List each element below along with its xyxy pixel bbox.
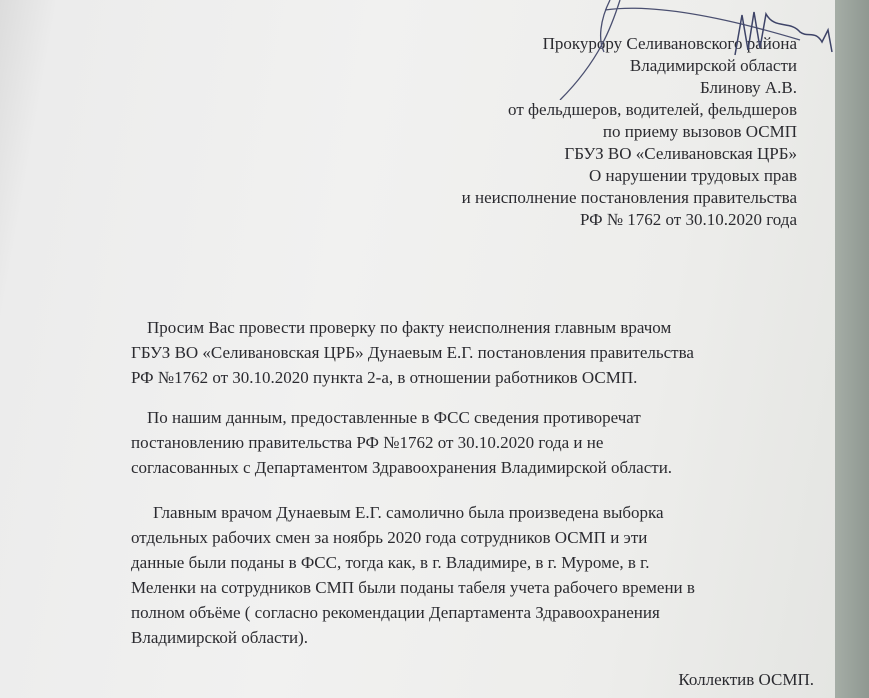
body-line: РФ №1762 от 30.10.2020 пункта 2-а, в отношении работников ОСМП. <box>131 368 638 387</box>
body-line: согласованных с Департаментом Здравоохранения Владимирской области. <box>131 458 673 477</box>
body-line: постановлению правительства РФ №1762 от 30.10.2020 года и не <box>131 433 604 452</box>
body-line: данные были поданы в ФСС, тогда как, в г. Владимире, в г. Муроме, в г. <box>131 553 650 572</box>
header-line: Блинову А.В. <box>699 78 797 97</box>
body-line: ГБУЗ ВО «Селивановская ЦРБ» Дунаевым Е.Г. постановления правительства <box>131 343 694 362</box>
body-line: Меленки на сотрудников СМП были поданы табеля учета рабочего времени в <box>131 578 695 597</box>
body-line: Просим Вас провести проверку по факту неисполнения главным врачом <box>147 318 672 337</box>
signature-line: Коллектив ОСМП. <box>678 670 814 689</box>
body-line: Владимирской области). <box>131 628 308 647</box>
body-line: полном объёме ( согласно рекомендации Департамента Здравоохранения <box>131 603 660 622</box>
header-line: ГБУЗ ВО «Селивановская ЦРБ» <box>564 144 797 163</box>
subject-line: О нарушении трудовых прав <box>589 166 797 185</box>
header-line: от фельдшеров, водителей, фельдшеров <box>508 100 797 119</box>
body-line: Главным врачом Дунаевым Е.Г. самолично была произведена выборка <box>153 503 664 522</box>
subject-line: и неисполнение постановления правительства <box>461 188 797 207</box>
header-line: по приему вызовов ОСМП <box>602 122 797 141</box>
subject-line: РФ № 1762 от 30.10.2020 года <box>579 210 797 229</box>
header-line: Прокурору Селивановского района <box>542 34 797 53</box>
header-line: Владимирской области <box>629 56 797 75</box>
body-line: По нашим данным, предоставленные в ФСС сведения противоречат <box>147 408 641 427</box>
body-line: отдельных рабочих смен за ноябрь 2020 года сотрудников ОСМП и эти <box>131 528 648 547</box>
background-surface <box>835 0 869 698</box>
